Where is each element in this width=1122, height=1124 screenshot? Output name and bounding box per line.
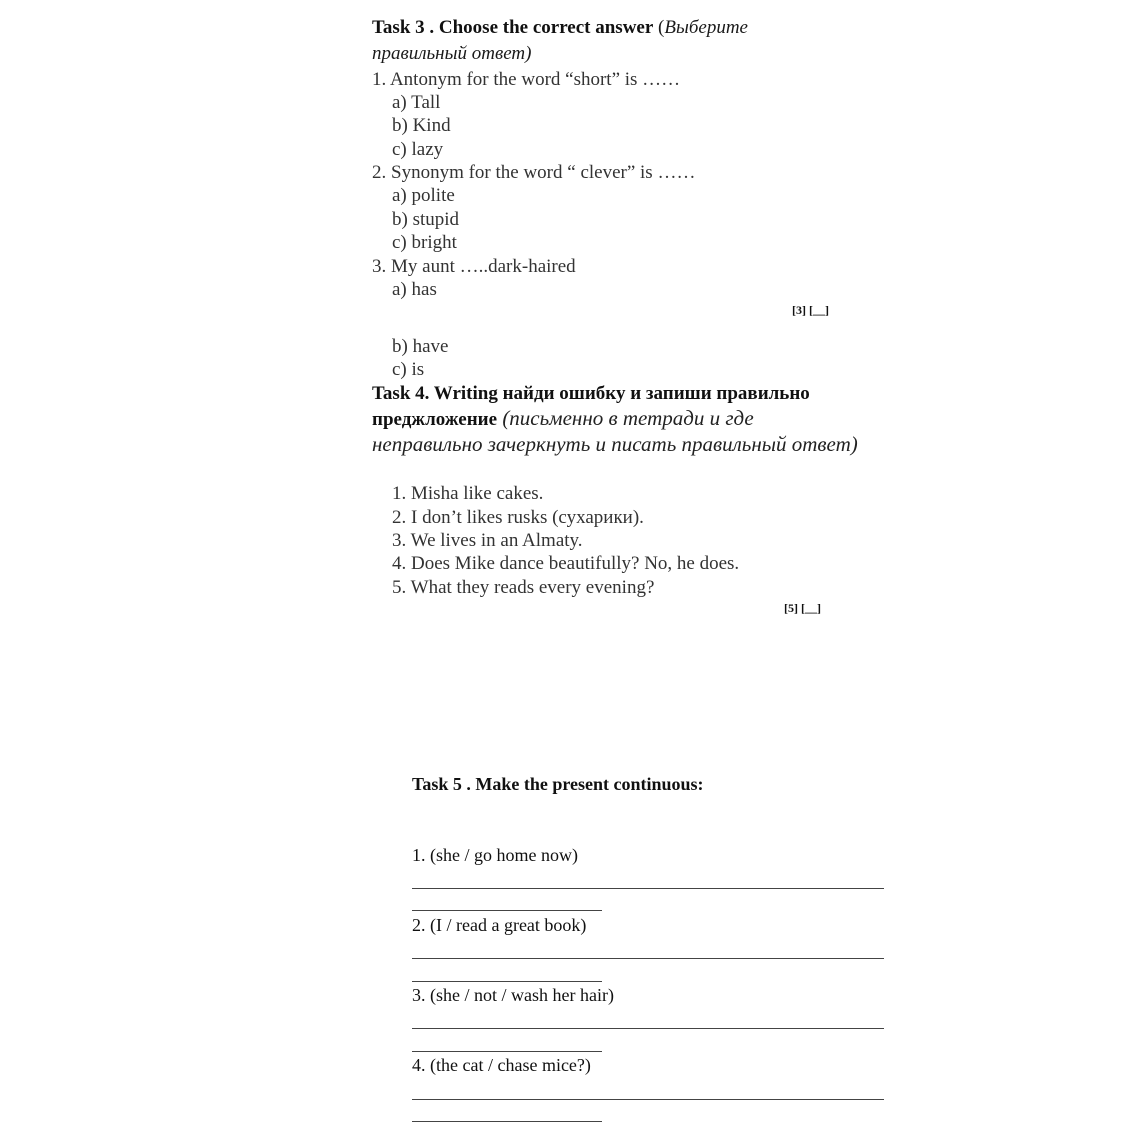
answer-line <box>412 1099 884 1100</box>
task4-sentence-2: 2. I don’t likes rusks (сухарики). <box>392 507 644 528</box>
task3-title-ru-2: правильный ответ) <box>372 43 532 64</box>
task5-item-1: 1. (she / go home now) <box>412 845 578 865</box>
task3-title-bold: Task 3 . Choose the correct answer <box>372 17 654 38</box>
task5-item-4: 4. (the cat / chase mice?) <box>412 1055 591 1075</box>
task3-title <box>372 16 748 40</box>
task3-question-2: 2. Synonym for the word “ clever” is …… <box>372 162 696 183</box>
task3-score: [3] [__] <box>792 303 829 317</box>
task3-question-1: 1. Antonym for the word “short” is …… <box>372 69 681 90</box>
task4-title-line-2 <box>372 406 754 431</box>
task3-title-ru-1: Выберите <box>664 17 748 38</box>
task5-title: Task 5 . Make the present continuous: <box>412 774 704 794</box>
answer-line <box>412 888 884 889</box>
task3-q1-option-a: a) Tall <box>392 92 441 113</box>
task3-q2-option-a: a) polite <box>392 185 455 206</box>
task3-q3-option-c: c) is <box>392 359 425 380</box>
answer-line <box>412 1028 884 1029</box>
task3-title-paren: ( <box>653 17 665 38</box>
task4-score: [5] [__] <box>784 601 821 615</box>
task3-q1-option-c: c) lazy <box>392 139 444 160</box>
task4-sentence-4: 4. Does Mike dance beautifully? No, he does. <box>392 553 740 574</box>
answer-line-short <box>412 981 602 982</box>
task3-q3-option-b: b) have <box>392 336 449 357</box>
task5-item-3: 3. (she / not / wash her hair) <box>412 985 614 1005</box>
task3-q3-option-a: a) has <box>392 279 437 300</box>
answer-line <box>412 958 884 959</box>
task4-title-bold-2: преджложение <box>372 409 498 430</box>
task5-item-2: 2. (I / read a great book) <box>412 915 587 935</box>
task4-sentence-5: 5. What they reads every evening? <box>392 577 655 598</box>
answer-line-short <box>412 910 602 911</box>
task3-q2-option-b: b) stupid <box>392 209 460 230</box>
answer-line-short <box>412 1121 602 1122</box>
task4-sentence-1: 1. Misha like cakes. <box>392 483 544 504</box>
task3-q2-option-c: c) bright <box>392 232 457 253</box>
task4-title-ital-1: (письменно в тетради и где <box>497 406 754 430</box>
answer-line-short <box>412 1051 602 1052</box>
task4-sentence-3: 3. We lives in an Almaty. <box>392 530 583 551</box>
task4-title-line-1: Task 4. Writing найди ошибку и запиши правильно <box>372 383 810 404</box>
task3-q1-option-b: b) Kind <box>392 115 451 136</box>
task3-question-3: 3. My aunt …..dark-haired <box>372 256 576 277</box>
task4-title-ital-2: неправильно зачеркнуть и писать правильный ответ) <box>372 432 858 456</box>
